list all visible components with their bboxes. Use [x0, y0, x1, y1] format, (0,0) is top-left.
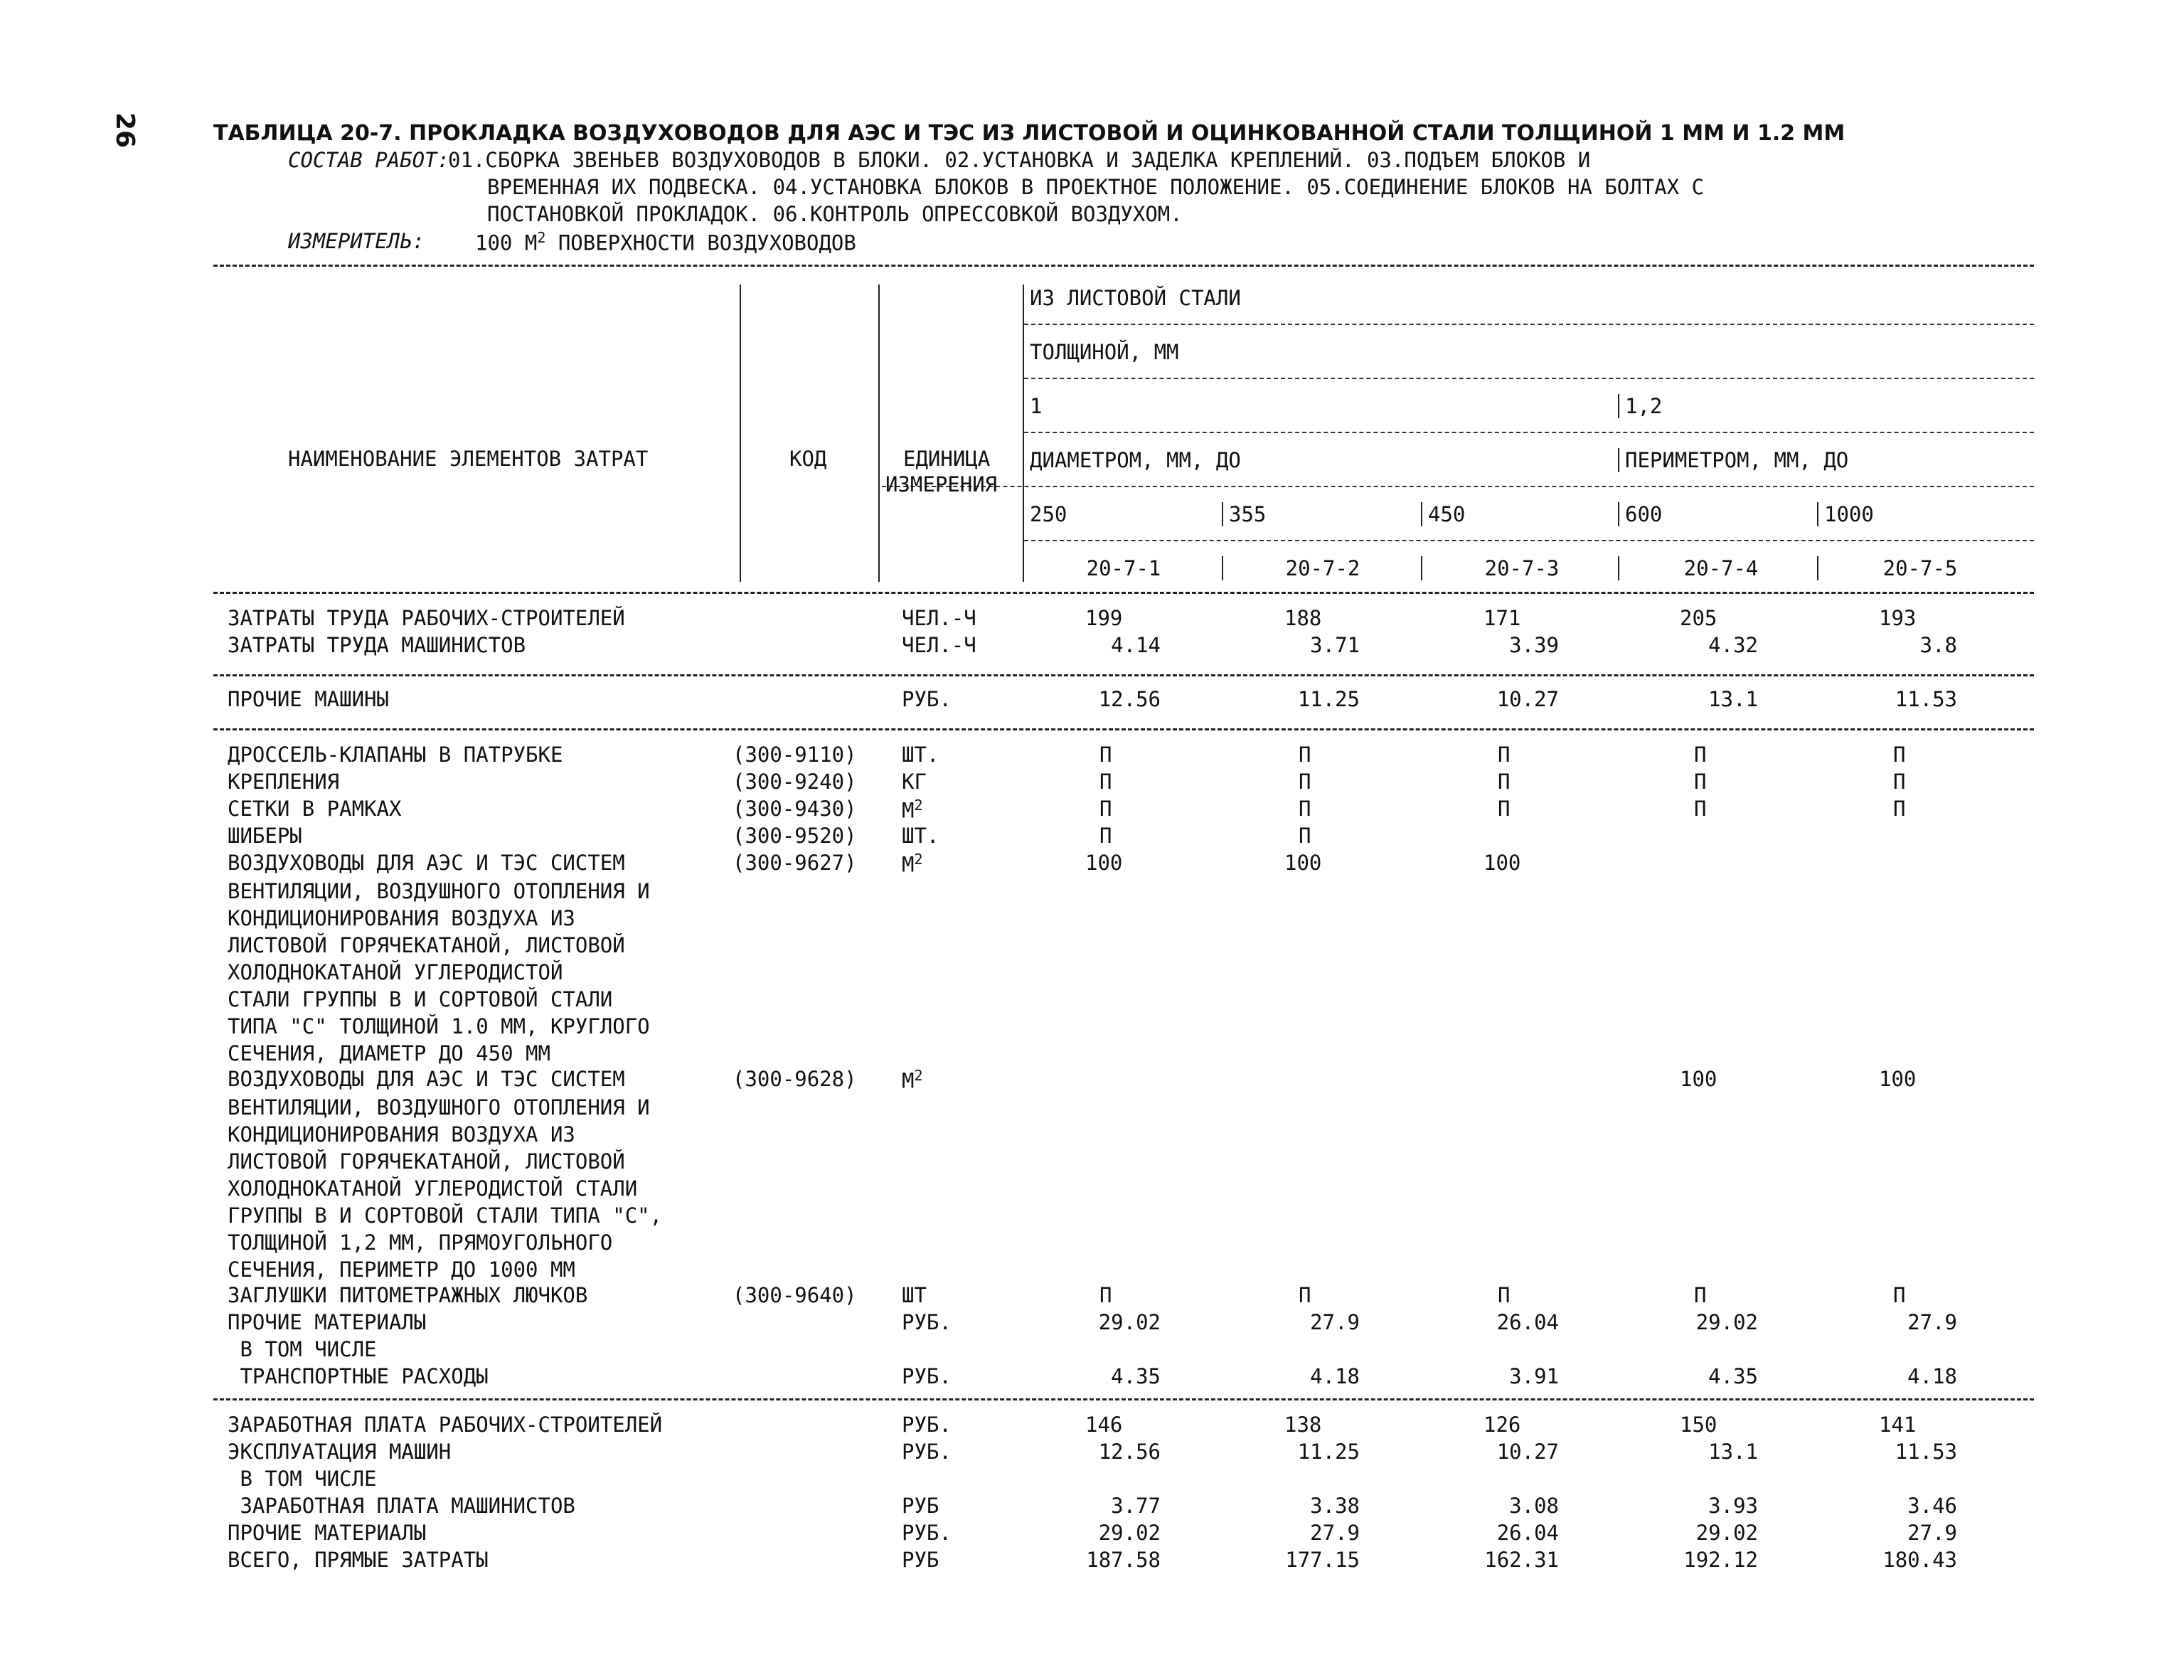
row-unit: РУБ. [902, 1440, 952, 1464]
row-value: 4.32 [1708, 633, 1758, 657]
row-value: 4.14 [1111, 633, 1161, 657]
row-unit: $М^2$ [902, 1067, 923, 1093]
row-value: П [1299, 824, 1311, 848]
row-value: 141 [1879, 1413, 1917, 1437]
row-value: П [1099, 743, 1112, 767]
row-value: 205 [1680, 606, 1717, 630]
header-unit: ЕДИНИЦА [903, 447, 991, 471]
row-value: 3.91 [1509, 1364, 1559, 1388]
row-unit: ЧЕЛ.-Ч [902, 606, 976, 630]
table-row [0, 1548, 2184, 1575]
row-value: 13.1 [1708, 1440, 1758, 1464]
row-value: 162.31 [1484, 1548, 1559, 1572]
row-unit: РУБ. [902, 1413, 952, 1437]
row-value: П [1893, 1283, 1906, 1307]
row-unit: РУБ. [902, 1364, 952, 1388]
divider [740, 285, 741, 582]
table-row [0, 687, 2184, 714]
row-value: 12.56 [1098, 1440, 1161, 1464]
row-value: 100 [1284, 851, 1322, 875]
row-value: П [1099, 824, 1112, 848]
row-value: 26.04 [1496, 1310, 1559, 1334]
page-number: 26 [110, 112, 139, 149]
row-name: ЗАРАБОТНАЯ ПЛАТА РАБОЧИХ-СТРОИТЕЛЕЙ [228, 1413, 663, 1437]
header-thickness: ТОЛЩИНОЙ, ММ [1030, 340, 1179, 364]
divider [1024, 432, 2034, 433]
row-name: ТРАНСПОРТНЫЕ РАСХОДЫ [228, 1364, 489, 1388]
row-value: 3.08 [1509, 1494, 1559, 1518]
row-unit: $М^2$ [902, 797, 923, 823]
size-2: 355 [1229, 502, 1267, 526]
table-row [0, 1067, 2184, 1094]
row-value: 11.25 [1297, 1440, 1360, 1464]
row-value: 4.35 [1111, 1364, 1161, 1388]
row-name: ВОЗДУХОВОДЫ ДЛЯ АЭС И ТЭС СИСТЕМ [228, 1067, 625, 1091]
row-value: П [1498, 1283, 1511, 1307]
row-value: П [1099, 1283, 1112, 1307]
size-1: 250 [1030, 502, 1067, 526]
divider [213, 592, 2034, 594]
table-row [0, 1467, 2184, 1494]
row-value: 150 [1680, 1413, 1717, 1437]
divider [878, 285, 880, 582]
row-value: 26.04 [1496, 1521, 1559, 1545]
row-value: П [1694, 797, 1707, 821]
divider [1817, 502, 1818, 526]
row-value: 187.58 [1086, 1548, 1161, 1572]
row-code: (300-9640) [733, 1283, 857, 1307]
table-row [0, 1283, 2184, 1310]
col-code-4: 20-7-4 [1683, 556, 1759, 580]
row-value: 192.12 [1683, 1548, 1758, 1572]
row-value: 4.35 [1708, 1364, 1758, 1388]
row-name: ПРОЧИЕ МАТЕРИАЛЫ [228, 1521, 427, 1545]
table-row [0, 770, 2184, 797]
header-code: КОД [789, 447, 827, 471]
row-value: 126 [1483, 1413, 1521, 1437]
row-value: 146 [1085, 1413, 1123, 1437]
measure-label: ИЗМЕРИТЕЛЬ: [288, 229, 425, 253]
row-name: ЗАТРАТЫ ТРУДА РАБОЧИХ-СТРОИТЕЛЕЙ [228, 606, 625, 630]
header-name: НАИМЕНОВАНИЕ ЭЛЕМЕНТОВ ЗАТРАТ [288, 447, 649, 471]
row-value: 12.56 [1098, 687, 1161, 711]
col-code-2: 20-7-2 [1285, 556, 1360, 580]
row-value: П [1299, 743, 1311, 767]
row-name: ВСЕГО, ПРЯМЫЕ ЗАТРАТЫ [228, 1548, 489, 1572]
row-value: 3.46 [1907, 1494, 1957, 1518]
row-unit: РУБ. [902, 1310, 952, 1334]
row-unit: ШТ [902, 1283, 927, 1307]
table-row [0, 851, 2184, 878]
table-row [0, 606, 2184, 633]
divider [1817, 556, 1818, 580]
row-value: 27.9 [1907, 1310, 1957, 1334]
divider [213, 674, 2034, 676]
divider [213, 728, 2034, 730]
row-value: П [1893, 797, 1906, 821]
row-name: ПРОЧИЕ МАТЕРИАЛЫ [228, 1310, 427, 1334]
row-name: ВОЗДУХОВОДЫ ДЛЯ АЭС И ТЭС СИСТЕМ [228, 851, 625, 875]
row-name: ЗАТРАТЫ ТРУДА МАШИНИСТОВ [228, 633, 526, 657]
row-value: 171 [1483, 606, 1521, 630]
header-material: ИЗ ЛИСТОВОЙ СТАЛИ [1030, 286, 1241, 310]
row-value: П [1694, 770, 1707, 794]
row-value: 11.53 [1895, 687, 1957, 711]
row-name: ЗАГЛУШКИ ПИТОМЕТРАЖНЫХ ЛЮЧКОВ [228, 1283, 588, 1307]
divider [1618, 556, 1619, 580]
table-row [0, 1310, 2184, 1337]
row-value: 100 [1483, 851, 1521, 875]
row-unit: ШТ. [902, 743, 939, 767]
row-value: 27.9 [1907, 1521, 1957, 1545]
table-row [0, 633, 2184, 660]
row-value: 100 [1085, 851, 1123, 875]
row-code: (300-9240) [733, 770, 857, 794]
table-row [0, 1494, 2184, 1521]
row-name: ПРОЧИЕ МАШИНЫ [228, 687, 389, 711]
table-row [0, 743, 2184, 770]
col-code-5: 20-7-5 [1882, 556, 1958, 580]
header-thickness-1: 1 [1030, 394, 1043, 418]
row-unit: РУБ [902, 1494, 939, 1518]
row-code: (300-9520) [733, 824, 857, 848]
header-perimeter: ПЕРИМЕТРОМ, ММ, ДО [1625, 448, 1849, 472]
divider [1024, 324, 2034, 325]
composition-line-2: ВРЕМЕННАЯ ИХ ПОДВЕСКА. 04.УСТАНОВКА БЛОКОВ В ПРОЕКТНОЕ ПОЛОЖЕНИЕ. 05.СОЕДИНЕНИЕ БЛОКОВ НА БОЛТАХ С [487, 175, 1705, 199]
row-value: П [1498, 770, 1511, 794]
row-value: П [1299, 770, 1311, 794]
row-unit: РУБ. [902, 687, 952, 711]
divider [1618, 394, 1619, 418]
table-row [0, 1413, 2184, 1440]
row-code: (300-9628) [733, 1067, 857, 1091]
row-value: П [1099, 797, 1112, 821]
row-code: (300-9430) [733, 797, 857, 821]
header-unit-2: ИЗМЕРЕНИЯ [885, 472, 998, 496]
row-unit: ШТ. [902, 824, 939, 848]
table-row [0, 824, 2184, 851]
size-4: 600 [1625, 502, 1663, 526]
row-code: (300-9110) [733, 743, 857, 767]
size-3: 450 [1428, 502, 1466, 526]
row-name: СЕТКИ В РАМКАХ [228, 797, 402, 821]
divider [213, 265, 2034, 267]
row-name: КРЕПЛЕНИЯ [228, 770, 340, 794]
row-value: 4.18 [1310, 1364, 1360, 1388]
row-value: 3.93 [1708, 1494, 1758, 1518]
row-value: 180.43 [1882, 1548, 1957, 1572]
row-value: П [1694, 1283, 1707, 1307]
divider [1618, 448, 1619, 472]
divider [882, 486, 2034, 487]
measure-value: 100 $М^2$ ПОВЕРХНОСТИ ВОЗДУХОВОДОВ [475, 229, 856, 255]
row-name: ЗАРАБОТНАЯ ПЛАТА МАШИНИСТОВ [228, 1494, 575, 1518]
table-row [0, 1364, 2184, 1391]
header-thickness-2: 1,2 [1625, 394, 1663, 418]
row-name: ЭКСПЛУАТАЦИЯ МАШИН [228, 1440, 452, 1464]
row-name: В ТОМ ЧИСЛЕ [228, 1337, 377, 1361]
row-value: 11.25 [1297, 687, 1360, 711]
row-name: ДРОССЕЛЬ-КЛАПАНЫ В ПАТРУБКЕ [228, 743, 563, 767]
row-unit: РУБ [902, 1548, 939, 1572]
row-9627-description: ВЕНТИЛЯЦИИ, ВОЗДУШНОГО ОТОПЛЕНИЯ И КОНДИЦИОНИРОВАНИЯ ВОЗДУХА ИЗ ЛИСТОВОЙ ГОРЯЧЕКАТАНОЙ, ЛИСТОВОЙ ХОЛОДНОКАТАНОЙ УГЛЕРОДИСТОЙ СТАЛИ ГРУППЫ В И СОРТОВОЙ СТАЛИ ТИПА "С" ТОЛЩИНОЙ 1.0 ММ, КРУГЛОГО СЕЧЕНИЯ, ДИАМЕТР ДО 450 ММ [228, 879, 650, 1065]
divider [1023, 285, 1024, 582]
table-row [0, 1337, 2184, 1364]
composition-label: СОСТАВ РАБОТ: [288, 148, 449, 172]
row-code: (300-9627) [733, 851, 857, 875]
row-value: 3.8 [1919, 633, 1957, 657]
composition-line-3: ПОСТАНОВКОЙ ПРОКЛАДОК. 06.КОНТРОЛЬ ОПРЕССОВКОЙ ВОЗДУХОМ. [487, 202, 1183, 226]
row-unit: ЧЕЛ.-Ч [902, 633, 976, 657]
row-value: 11.53 [1895, 1440, 1957, 1464]
table-row [0, 1440, 2184, 1467]
row-value: 29.02 [1695, 1310, 1758, 1334]
row-value: 100 [1680, 1067, 1717, 1091]
row-unit: РУБ. [902, 1521, 952, 1545]
composition-line-1: 01.СБОРКА ЗВЕНЬЕВ ВОЗДУХОВОДОВ В БЛОКИ. 02.УСТАНОВКА И ЗАДЕЛКА КРЕПЛЕНИЙ. 03.ПОДЪЕМ БЛОКОВ И [448, 148, 1591, 172]
divider [1024, 540, 2034, 541]
row-value: 3.38 [1310, 1494, 1360, 1518]
row-name: В ТОМ ЧИСЛЕ [228, 1467, 377, 1491]
row-value: 13.1 [1708, 687, 1758, 711]
row-value: 29.02 [1098, 1521, 1161, 1545]
row-value: П [1299, 1283, 1311, 1307]
row-value: П [1893, 770, 1906, 794]
row-9628-description: ВЕНТИЛЯЦИИ, ВОЗДУШНОГО ОТОПЛЕНИЯ И КОНДИЦИОНИРОВАНИЯ ВОЗДУХА ИЗ ЛИСТОВОЙ ГОРЯЧЕКАТАНОЙ, ЛИСТОВОЙ ХОЛОДНОКАТАНОЙ УГЛЕРОДИСТОЙ СТАЛИ ГРУППЫ В И СОРТОВОЙ СТАЛИ ТИПА "С", ТОЛЩИНОЙ 1,2 ММ, ПРЯМОУГОЛЬНОГО СЕЧЕНИЯ, ПЕРИМЕТР ДО 1000 ММ [228, 1095, 663, 1282]
row-value: 100 [1879, 1067, 1917, 1091]
divider [1024, 378, 2034, 379]
divider [1421, 502, 1422, 526]
row-value: 3.71 [1310, 633, 1360, 657]
row-value: 199 [1085, 606, 1123, 630]
row-value: 29.02 [1695, 1521, 1758, 1545]
col-code-1: 20-7-1 [1086, 556, 1161, 580]
row-value: 29.02 [1098, 1310, 1161, 1334]
row-value: 4.18 [1907, 1364, 1957, 1388]
divider [1618, 502, 1619, 526]
row-value: 10.27 [1496, 687, 1559, 711]
row-value: 193 [1879, 606, 1917, 630]
row-value: П [1893, 743, 1906, 767]
row-value: П [1498, 743, 1511, 767]
row-value: 27.9 [1310, 1310, 1360, 1334]
row-value: П [1099, 770, 1112, 794]
row-unit: КГ [902, 770, 927, 794]
row-value: 138 [1284, 1413, 1322, 1437]
row-value: 3.39 [1509, 633, 1559, 657]
col-code-3: 20-7-3 [1484, 556, 1560, 580]
row-value: 3.77 [1111, 1494, 1161, 1518]
row-value: П [1498, 797, 1511, 821]
row-value: П [1694, 743, 1707, 767]
row-name: ШИБЕРЫ [228, 824, 302, 848]
table-row [0, 797, 2184, 824]
divider [213, 1398, 2034, 1400]
row-value: 10.27 [1496, 1440, 1559, 1464]
header-diameter: ДИАМЕТРОМ, ММ, ДО [1030, 448, 1241, 472]
row-value: 188 [1284, 606, 1322, 630]
size-5: 1000 [1824, 502, 1874, 526]
row-value: П [1299, 797, 1311, 821]
row-value: 27.9 [1310, 1521, 1360, 1545]
row-value: 177.15 [1285, 1548, 1360, 1572]
table-title: ТАБЛИЦА 20-7. ПРОКЛАДКА ВОЗДУХОВОДОВ ДЛЯ АЭС И ТЭС ИЗ ЛИСТОВОЙ И ОЦИНКОВАННОЙ СТАЛИ ТОЛЩИНОЙ 1 ММ И 1.2 ММ [213, 121, 1845, 146]
row-unit: $М^2$ [902, 851, 923, 877]
divider [1222, 502, 1223, 526]
table-row [0, 1521, 2184, 1548]
